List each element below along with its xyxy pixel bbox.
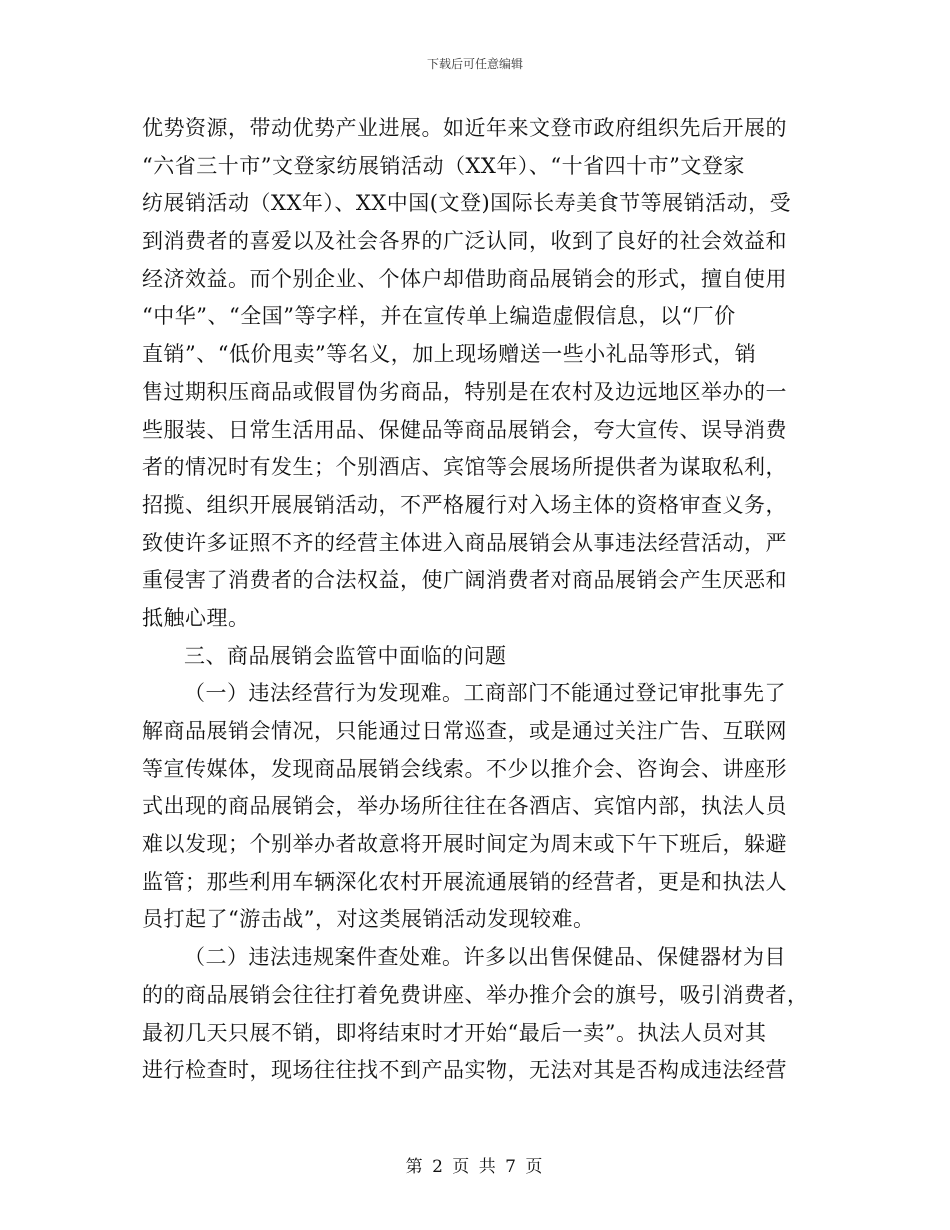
body-line: 监管；那些利用车辆深化农村开展流通展销的经营者，更是和执法人 <box>142 869 787 894</box>
body-line: 最初几天只展不销，即将结束时才开始“最后一卖”。执法人员对其 <box>142 1020 767 1045</box>
body-line: 者的情况时有发生；个别酒店、宾馆等会展场所提供者为谋取私利， <box>142 455 787 480</box>
body-line: 抵触心理。 <box>142 605 250 630</box>
body-line: 重侵害了消费者的合法权益，使广阔消费者对商品展销会产生厌恶和 <box>142 568 787 593</box>
body-line: 优势资源，带动优势产业进展。如近年来文登市政府组织先后开展的 <box>142 116 787 140</box>
body-line: 直销”、“低价甩卖”等名义，加上现场赠送一些小礼品等形式，销 <box>142 342 757 367</box>
body-line: 纺展销活动（XX年）、XX中国(文登)国际长寿美食节等展销活动，受 <box>142 191 792 216</box>
paragraph-start-line: （一）违法经营行为发现难。工商部门不能通过登记审批事先了 <box>184 681 786 706</box>
body-line: “六省三十市”文登家纺展销活动（XX年）、“十省四十市”文登家 <box>142 153 745 178</box>
body-line: 式出现的商品展销会，举办场所往往在各酒店、宾馆内部，执法人员 <box>142 794 787 819</box>
header-note: 下载后可任意编辑 <box>426 57 523 71</box>
body-line: 致使许多证照不齐的经营主体进入商品展销会从事违法经营活动，严 <box>142 530 787 555</box>
paragraph-start-line: （二）违法违规案件查处难。许多以出售保健品、保健器材为目 <box>184 945 786 970</box>
body-line: 些服装、日常生活用品、保健品等商品展销会，夸大宣传、误导消费 <box>142 417 787 442</box>
body-line: 的的商品展销会往往打着免费讲座、举办推介会的旗号，吸引消费者， <box>142 982 809 1007</box>
body-line: 到消费者的喜爱以及社会各界的广泛认同，收到了良好的社会效益和 <box>142 229 787 254</box>
section-heading: 三、商品展销会监管中面临的问题 <box>184 643 507 668</box>
body-line: 进行检查时，现场往往找不到产品实物，无法对其是否构成违法经营 <box>142 1058 787 1083</box>
body-line: 经济效益。而个别企业、个体户却借助商品展销会的形式，擅自使用 <box>142 266 787 291</box>
body-line: 等宣传媒体，发现商品展销会线索。不少以推介会、咨询会、讲座形 <box>142 756 787 781</box>
body-line: 招揽、组织开展展销活动，不严格履行对入场主体的资格审查义务， <box>142 492 787 517</box>
body-line: 难以发现；个别举办者故意将开展时间定为周末或下午下班后，躲避 <box>142 832 787 857</box>
body-line: “中华”、“全国”等字样，并在宣传单上编造虚假信息，以“厂价 <box>142 304 736 329</box>
body-line: 解商品展销会情况，只能通过日常巡查，或是通过关注广告、互联网 <box>142 719 787 743</box>
body-line: 员打起了“游击战”，对这类展销活动发现较难。 <box>142 907 595 932</box>
body-line: 售过期积压商品或假冒伪劣商品，特别是在农村及边远地区举办的一 <box>142 379 787 404</box>
document-body <box>142 110 810 1090</box>
page-number-footer: 第 2 页 共 7 页 <box>405 1157 545 1177</box>
